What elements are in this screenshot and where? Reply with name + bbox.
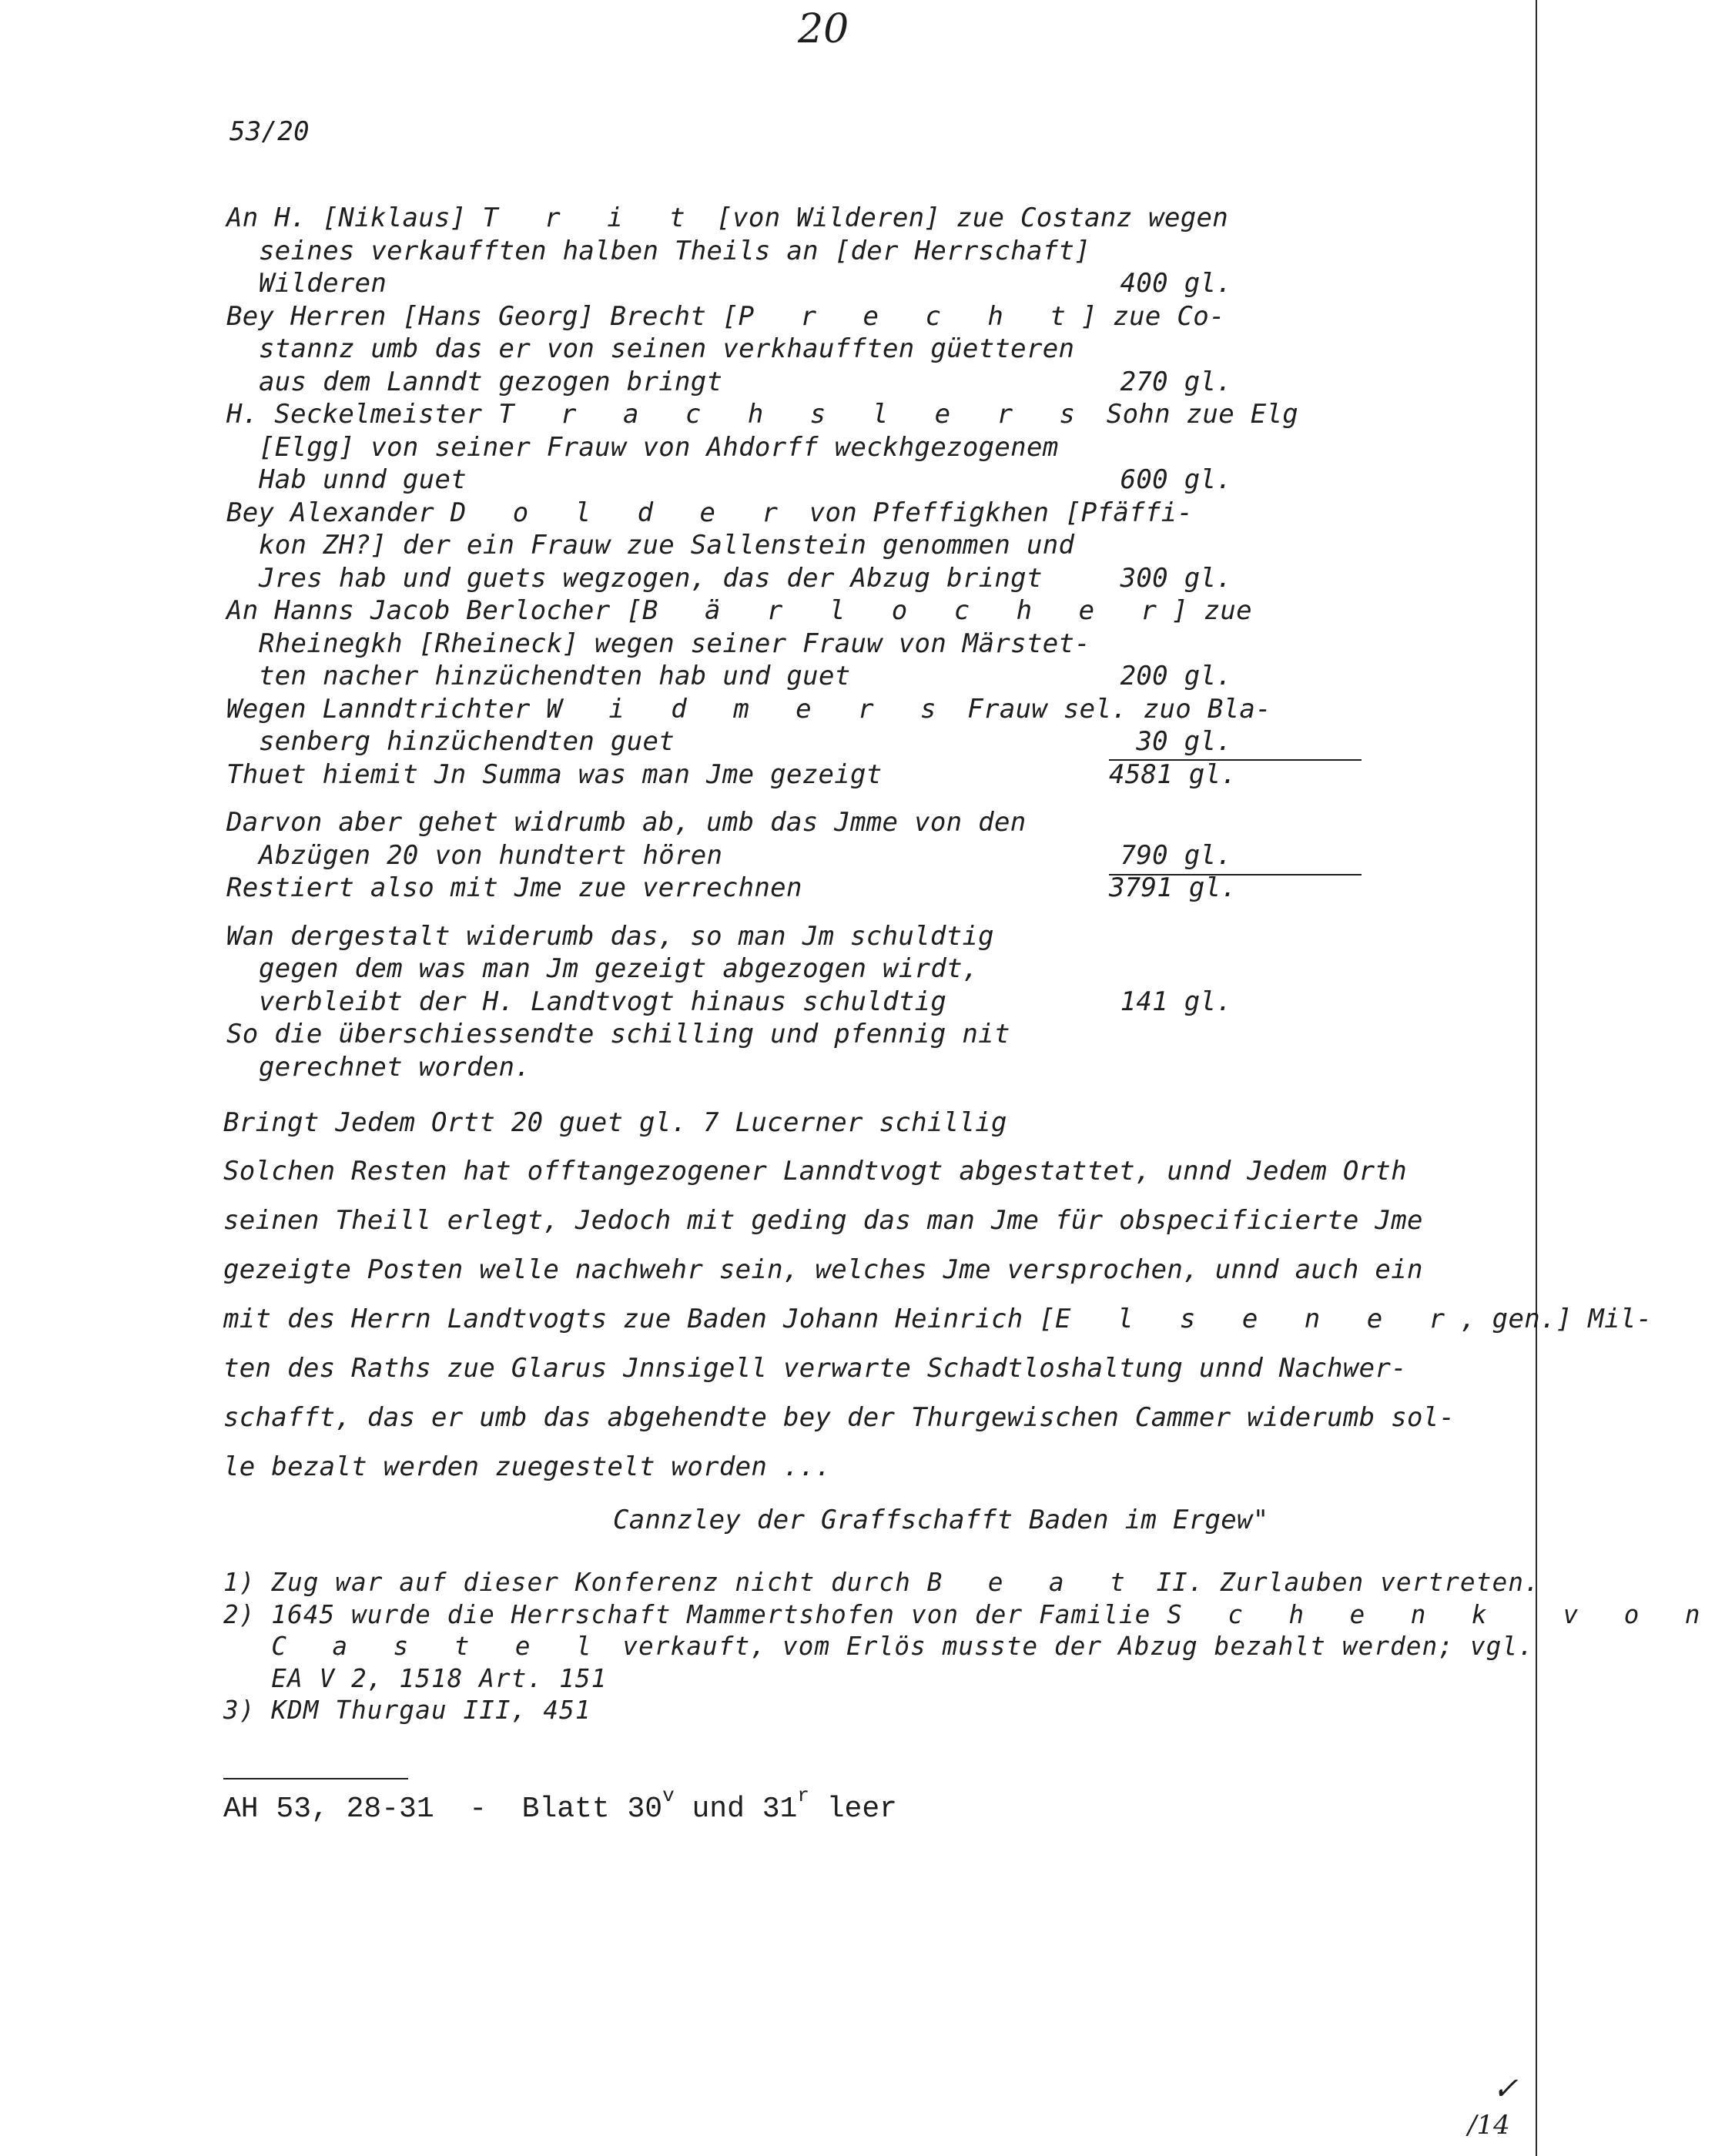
sum-rule	[1109, 759, 1362, 761]
ledger-entry-line: ten nacher hinzüchendten hab und guet	[259, 661, 851, 691]
footnote-separator	[223, 1778, 408, 1779]
ledger-entry-line: Bey Alexander D o l d e r von Pfeffigkhen [Pfäffi-	[226, 497, 1194, 528]
summa-line: Thuet hiemit Jn Summa was man Jme gezeigt	[226, 758, 883, 790]
ledger-amount: 30 gl.	[1136, 726, 1232, 757]
ledger-entry-line: aus dem Lanndt gezogen bringt	[259, 366, 723, 397]
paragraph-line: le bezalt werden zuegestelt worden ...	[223, 1451, 832, 1482]
folio-mark: /14	[1468, 2110, 1510, 2141]
footnote-line: C a s t e l verkauft, vom Erlös musste der Abzug bezahlt werden; vgl.	[271, 1632, 1535, 1661]
deduction-amount: 790 gl.	[1120, 839, 1232, 871]
paragraph-line: Solchen Resten hat offtangezogener Lanndtvogt abgestattet, unnd Jedem Orth	[223, 1156, 1407, 1187]
paragraph-line: schafft, das er umb das abgehendte bey der Thurgewischen Cammer widerumb sol-	[223, 1402, 1455, 1433]
note-line: gerechnet worden.	[259, 1051, 531, 1083]
ledger-entry-line: stannz umb das er von seinen verkhaufften güetteren	[259, 333, 1075, 364]
footnote-line: 3) KDM Thurgau III, 451	[223, 1696, 591, 1725]
note-line: So die überschiessendte schilling und pfennig nit	[226, 1019, 1010, 1050]
source-note: AH 53, 28-31 - Blatt 30$^v$ und 31$^r$ leer	[223, 1784, 897, 1826]
footnote-line: EA V 2, 1518 Art. 151	[223, 1663, 608, 1693]
ledger-amount: 300 gl.	[1120, 562, 1232, 594]
ledger-entry-line: An H. [Niklaus] T r i t [von Wilderen] zue Costanz wegen	[226, 203, 1229, 233]
ledger-entry-line: senberg hinzüchendten guet	[259, 726, 675, 757]
page-number: 20	[798, 6, 849, 52]
remaining-amount: 141 gl.	[1120, 986, 1232, 1017]
remaining-line: verbleibt der H. Landtvogt hinaus schuldtig	[259, 986, 947, 1017]
paragraph-line: ten des Raths zue Glarus Jnnsigell verwarte Schadtloshaltung unnd Nachwer-	[223, 1353, 1407, 1384]
footnote-line: 2) 1645 wurde die Herrschaft Mammertshofen von der Familie S c h e n k v o n	[223, 1599, 1715, 1629]
ledger-amount: 600 gl.	[1120, 464, 1232, 495]
page-edge	[1536, 0, 1537, 2156]
ledger-entry-line: Hab unnd guet	[259, 464, 467, 495]
ledger-entry-line: seines verkaufften halben Theils an [der Herrschaft]	[259, 235, 1091, 266]
ledger-entry-line: H. Seckelmeister T r a c h s l e r s Sohn zue Elg	[226, 399, 1299, 430]
ledger-amount: 200 gl.	[1120, 661, 1232, 691]
deduction-line: Darvon aber gehet widrumb ab, umb das Jmme von den	[226, 807, 1027, 838]
paragraph-line: mit des Herrn Landtvogts zue Baden Johann Heinrich [E l s e n e r, gen.] Mil-	[223, 1304, 1653, 1334]
ledger-entry-line: Bey Herren [Hans Georg] Brecht [P r e c h t] zue Co-	[226, 300, 1225, 332]
rest-rule	[1109, 874, 1362, 875]
ledger-entry-line: An Hanns Jacob Berlocher [B ä r l o c h e r] zue	[226, 595, 1252, 626]
bringt-line: Bringt Jedem Ortt 20 guet gl. 7 Lucerner schillig	[223, 1107, 1007, 1138]
paragraph-line: gezeigte Posten welle nachwehr sein, welches Jme versprochen, unnd auch ein	[223, 1254, 1423, 1285]
ledger-entry-line: Wilderen	[259, 268, 387, 299]
signature-line: Cannzley der Graffschafft Baden im Ergew"	[613, 1505, 1269, 1535]
rest-amount: 3791 gl.	[1109, 872, 1238, 903]
ledger-amount: 400 gl.	[1120, 268, 1232, 299]
remaining-line: Wan dergestalt widerumb das, so man Jm schuldtig	[226, 920, 994, 952]
checkmark: ✓	[1492, 2071, 1519, 2107]
summa-amount: 4581 gl.	[1109, 758, 1238, 790]
ledger-entry-line: [Elgg] von seiner Frauw von Ahdorff weckhgezogenem	[259, 431, 1059, 463]
ledger-entry-line: Jres hab und guets wegzogen, das der Abzug bringt	[259, 562, 1043, 594]
remaining-line: gegen dem was man Jm gezeigt abgezogen wirdt,	[259, 953, 979, 984]
rest-line: Restiert also mit Jme zue verrechnen	[226, 872, 802, 903]
ledger-entry-line: kon ZH?] der ein Frauw zue Sallenstein genommen und	[259, 530, 1075, 561]
ledger-entry-line: Rheinegkh [Rheineck] wegen seiner Frauw von Märstet-	[259, 628, 1091, 659]
footnote-line: 1) Zug war auf dieser Konferenz nicht durch B e a t II. Zurlauben vertreten.	[223, 1568, 1540, 1597]
deduction-line: Abzügen 20 von hundtert hören	[259, 839, 723, 871]
paragraph-line: seinen Theill erlegt, Jedoch mit geding das man Jme für obspecificierte Jme	[223, 1205, 1423, 1236]
ledger-entry-line: Wegen Lanndtrichter W i d m e r s Frauw sel. zuo Bla-	[226, 693, 1271, 725]
reference-number: 53/20	[229, 116, 310, 147]
ledger-amount: 270 gl.	[1120, 366, 1232, 397]
